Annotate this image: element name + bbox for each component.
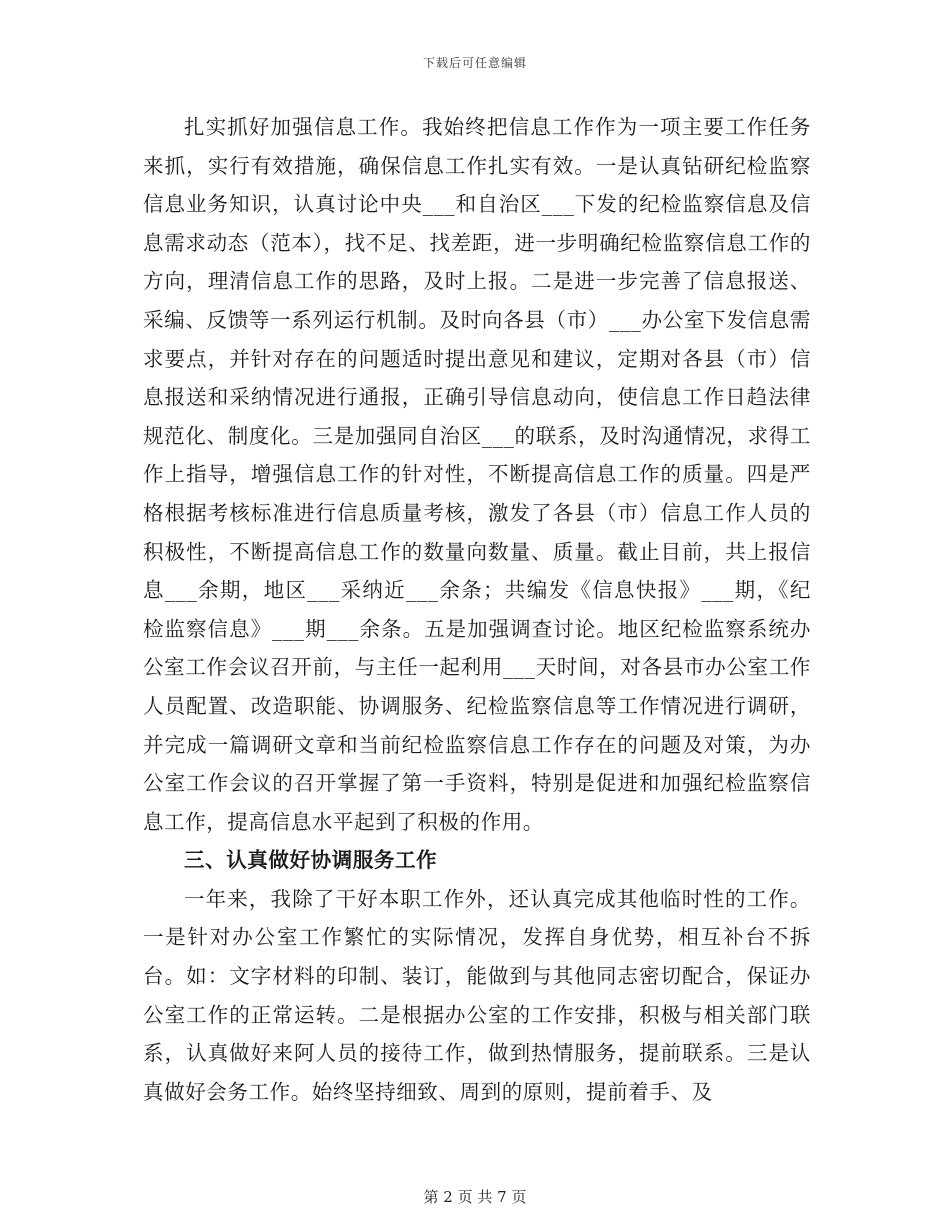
document-body (143, 108, 811, 1111)
section-heading-3: 三、认真做好协调服务工作 (184, 848, 438, 873)
body-paragraph-coordination: 一年来，我除了干好本职工作外，还认真完成其他临时性的工作。一是针对办公室工作繁忙的实际情况，发挥自身优势，相互补台不拆台。如：文字材料的印制、装订，能做到与其他同志密切配合，保证办公室工作的正常运转。二是根据办公室的工作安排，积极与相关部门联系，认真做好来阿人员的接待工作，做到热情服务，提前联系。三是认真做好会务工作。始终坚持细致、周到的原则，提前着手、及 (143, 886, 811, 1104)
page-header: 下载后可任意编辑 (422, 56, 527, 70)
page-number-footer: 第 2 页 共 7 页 (423, 1188, 527, 1206)
body-paragraph-info-work: 扎实抓好加强信息工作。我始终把信息工作作为一项主要工作任务来抓，实行有效措施，确保信息工作扎实有效。一是认真钻研纪检监察信息业务知识，认真讨论中央___和自治区___下发的纪检监察信息及信息需求动态（范本），找不足、找差距，进一步明确纪检监察信息工作的方向，理清信息工作的思路，及时上报。二是进一步完善了信息报送、采编、反馈等一系列运行机制。及时向各县（市）___办公室下发信息需求要点，并针对存在的问题适时提出意见和建议，定期对各县（市）信息报送和采纳情况进行通报，正确引导信息动向，使信息工作日趋法律规范化、制度化。三是加强同自治区___的联系，及时沟通情况，求得工作上指导，增强信息工作的针对性，不断提高信息工作的质量。四是严格根据考核标准进行信息质量考核，激发了各县（市）信息工作人员的积极性，不断提高信息工作的数量向数量、质量。截止目前，共上报信息___余期，地区___采纳近___余条；共编发《信息快报》___期，《纪检监察信息》___期___余条。五是加强调查讨论。地区纪检监察系统办公室工作会议召开前，与主任一起利用___天时间，对各县市办公室工作人员配置、改造职能、协调服务、纪检监察信息等工作情况进行调研，并完成一篇调研文章和当前纪检监察信息工作存在的问题及对策，为办公室工作会议的召开掌握了第一手资料，特别是促进和加强纪检监察信息工作，提高信息水平起到了积极的作用。 (143, 115, 811, 834)
